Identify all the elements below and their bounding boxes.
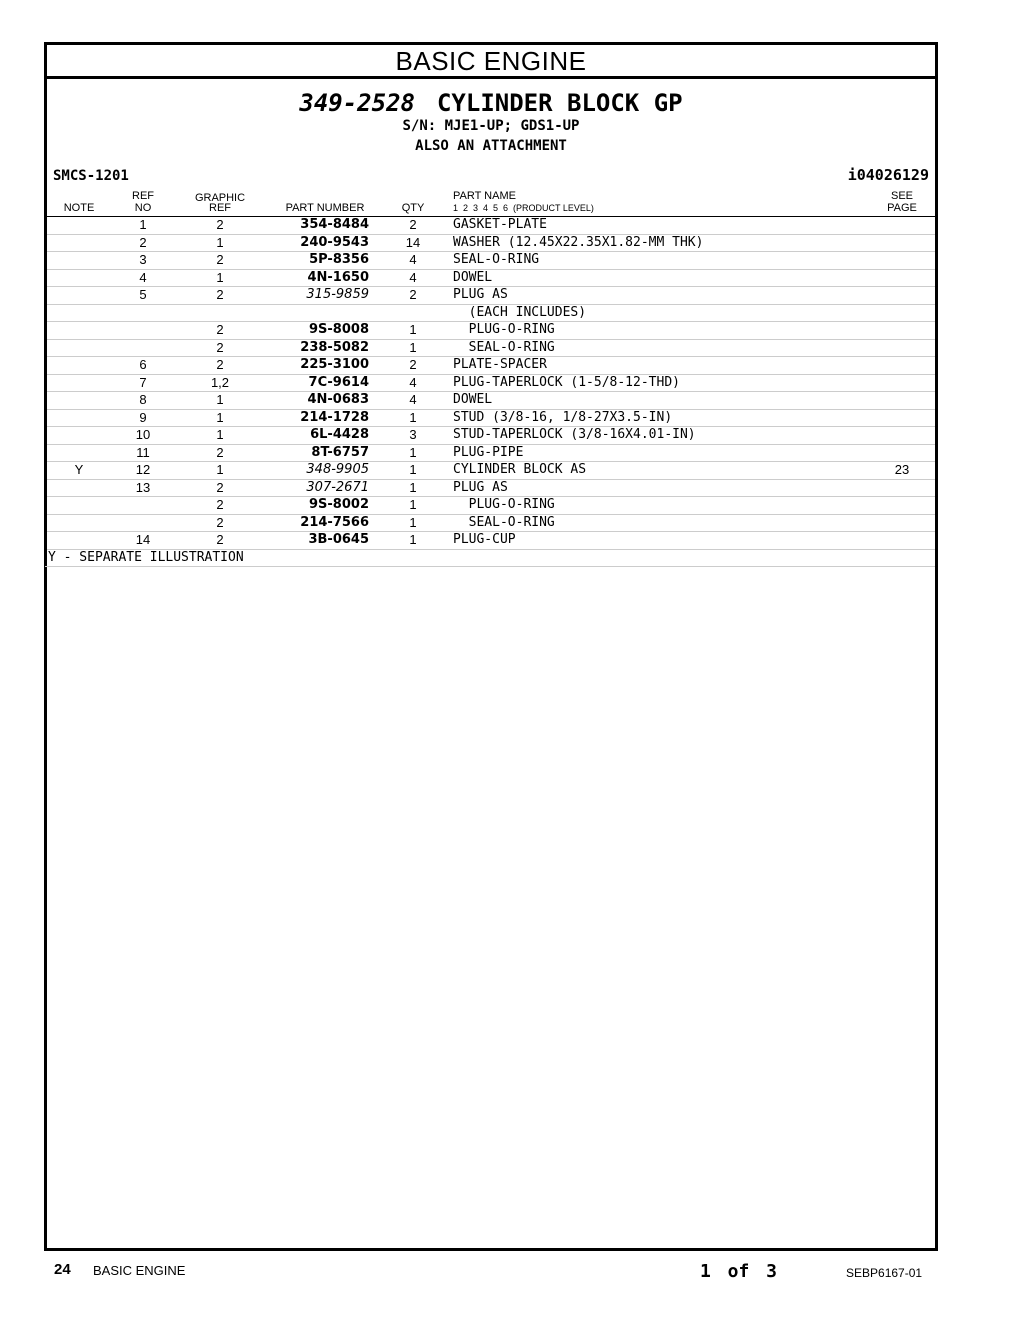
cell-ref: 2 (139, 234, 147, 250)
cell-pn: 225-3100 (300, 357, 369, 372)
cell-graphic: 1 (216, 427, 224, 442)
cell-name: STUD (3/8-16, 1/8-27X3.5-IN) (453, 409, 673, 425)
table-row (47, 322, 935, 340)
cell-pn: 9S-8002 (309, 497, 369, 512)
page-frame (44, 42, 938, 1251)
cell-ref: 4 (139, 269, 147, 285)
cell-qty: 14 (405, 234, 421, 250)
cell-qty: 2 (409, 217, 417, 232)
cell-name: PLATE-SPACER (453, 357, 547, 372)
footer-document-id: SEBP6167-01 (846, 1266, 923, 1280)
cell-pn: 6L-4428 (310, 427, 369, 442)
cell-name: DOWEL (453, 392, 493, 407)
group-title (47, 89, 935, 117)
cell-qty: 1 (409, 514, 417, 530)
table-row (47, 392, 935, 410)
cell-name: WASHER (12.45X22.35X1.82-MM THK) (453, 234, 704, 250)
cell-qty: 4 (409, 269, 417, 285)
cell-qty: 1 (409, 462, 417, 477)
header-note: NOTE (63, 202, 95, 214)
cell-name: PLUG-O-RING (453, 322, 555, 337)
cell-qty: 3 (409, 427, 417, 442)
cell-name: PLUG AS (453, 287, 508, 302)
cell-ref: 10 (135, 427, 151, 442)
cell-name: PLUG-TAPERLOCK (1-5/8-12-THD) (453, 374, 680, 390)
cell-graphic: 2 (216, 217, 224, 232)
cell-graphic: 2 (216, 339, 224, 355)
cell-ref: 12 (135, 462, 151, 477)
header-see-bottom: PAGE (887, 202, 917, 214)
cell-name: SEAL-O-RING (453, 514, 555, 530)
table-header (47, 189, 935, 217)
table-row (47, 305, 935, 323)
group-name: CYLINDER BLOCK GP (436, 89, 683, 117)
cell-pn: 238-5082 (300, 339, 369, 355)
cell-graphic: 1 (216, 392, 224, 407)
table-row (47, 462, 935, 480)
cell-graphic: 2 (216, 252, 224, 267)
cell-graphic: 1 (216, 234, 224, 250)
cell-ref: 9 (139, 409, 147, 425)
cell-qty: 1 (409, 339, 417, 355)
cell-qty: 1 (409, 409, 417, 425)
smcs-code: SMCS-1201 (53, 168, 129, 184)
cell-name: PLUG-CUP (453, 532, 516, 547)
cell-graphic: 1,2 (210, 374, 230, 390)
serial-number-range: S/N: MJE1-UP; GDS1-UP (402, 118, 580, 134)
cell-pn: 8T-6757 (311, 444, 369, 460)
cell-pn: 4N-1650 (307, 269, 369, 285)
header-part-name: PART NAME (453, 190, 516, 202)
table-row (47, 252, 935, 270)
cell-graphic: 1 (216, 462, 224, 477)
table-row (47, 217, 935, 235)
parts-table (47, 217, 935, 567)
cell-pn: 3B-0645 (308, 532, 369, 547)
cell-name: GASKET-PLATE (453, 217, 547, 232)
header-see-top: SEE (890, 190, 913, 202)
cell-see: 23 (894, 462, 910, 477)
cell-qty: 2 (409, 287, 417, 302)
cell-name: SEAL-O-RING (453, 252, 540, 267)
cell-ref: 1 (139, 217, 147, 232)
cell-name: PLUG-PIPE (453, 444, 524, 460)
table-row (47, 235, 935, 253)
cell-qty: 1 (409, 479, 417, 495)
table-row (47, 497, 935, 515)
footer-section: BASIC ENGINE (93, 1263, 186, 1278)
cell-graphic: 2 (216, 479, 224, 495)
cell-name: PLUG-O-RING (453, 497, 555, 512)
cell-pn: 315-9859 (306, 287, 369, 302)
cell-pn: 4N-0683 (307, 392, 369, 407)
header-qty: QTY (401, 202, 425, 214)
header-ref-bottom: NO (134, 202, 152, 214)
cell-pn: 354-8484 (300, 217, 369, 232)
cell-ref: 8 (139, 392, 147, 407)
table-row (47, 410, 935, 428)
table-row (47, 445, 935, 463)
cell-pn: 214-7566 (300, 514, 369, 530)
cell-name: DOWEL (453, 269, 493, 285)
table-row (47, 340, 935, 358)
header-product-level: 1 2 3 4 5 6 (PRODUCT LEVEL) (453, 203, 594, 213)
cell-ref: 7 (139, 374, 147, 390)
cell-qty: 2 (409, 357, 417, 372)
cell-ref: 3 (139, 252, 147, 267)
cell-graphic: 2 (216, 357, 224, 372)
cell-pn: 240-9543 (300, 234, 369, 250)
cell-graphic: 2 (216, 287, 224, 302)
table-row (47, 375, 935, 393)
cell-name: PLUG AS (453, 479, 508, 495)
cell-pn: 5P-8356 (309, 252, 369, 267)
header-graphic-top: GRAPHIC (194, 192, 246, 204)
cell-name: (EACH INCLUDES) (453, 304, 587, 320)
cell-graphic: 2 (216, 497, 224, 512)
cell-name: STUD-TAPERLOCK (3/8-16X4.01-IN) (453, 427, 696, 442)
table-row (47, 427, 935, 445)
attachment-note: ALSO AN ATTACHMENT (415, 138, 567, 154)
table-row (47, 532, 935, 550)
cell-graphic: 1 (216, 269, 224, 285)
legend-note: Y - SEPARATE ILLUSTRATION (45, 550, 935, 567)
footer-page-number: 24 (54, 1261, 71, 1278)
cell-qty: 1 (409, 444, 417, 460)
cell-graphic: 2 (216, 532, 224, 547)
cell-pn: 9S-8008 (309, 322, 369, 337)
cell-ref: 14 (135, 532, 151, 547)
cell-ref: 13 (135, 479, 151, 495)
group-part-number: 349-2528 (299, 89, 415, 117)
cell-pn: 348-9905 (306, 462, 369, 477)
cell-name: CYLINDER BLOCK AS (453, 462, 587, 477)
cell-pn: 214-1728 (300, 409, 369, 425)
cell-ref: 5 (139, 287, 147, 302)
table-row (47, 270, 935, 288)
section-title: BASIC ENGINE (47, 45, 935, 79)
header-part-number: PART NUMBER (285, 202, 365, 214)
footer-page-of: 1 of 3 (700, 1261, 778, 1282)
cell-qty: 4 (409, 392, 417, 407)
table-row (47, 287, 935, 305)
header-graphic-bottom: REF (209, 202, 231, 214)
cell-graphic: 2 (216, 514, 224, 530)
cell-pn: 7C-9614 (308, 374, 369, 390)
cell-graphic: 2 (216, 444, 224, 460)
cell-graphic: 2 (216, 322, 224, 337)
cell-qty: 4 (409, 374, 417, 390)
cell-qty: 1 (409, 322, 417, 337)
cell-graphic: 1 (216, 409, 224, 425)
page-footer (0, 1259, 1020, 1289)
cell-ref: 6 (139, 357, 147, 372)
cell-ref: 11 (136, 444, 150, 460)
cell-qty: 4 (409, 252, 417, 267)
table-row (47, 357, 935, 375)
table-row (47, 515, 935, 533)
table-row (47, 480, 935, 498)
cell-qty: 1 (409, 532, 417, 547)
cell-pn: 307-2671 (306, 479, 369, 495)
header-ref-top: REF (132, 190, 154, 202)
illustration-id: i04026129 (847, 166, 929, 184)
cell-name: SEAL-O-RING (453, 339, 555, 355)
cell-qty: 1 (409, 497, 417, 512)
cell-note: Y (74, 462, 84, 477)
